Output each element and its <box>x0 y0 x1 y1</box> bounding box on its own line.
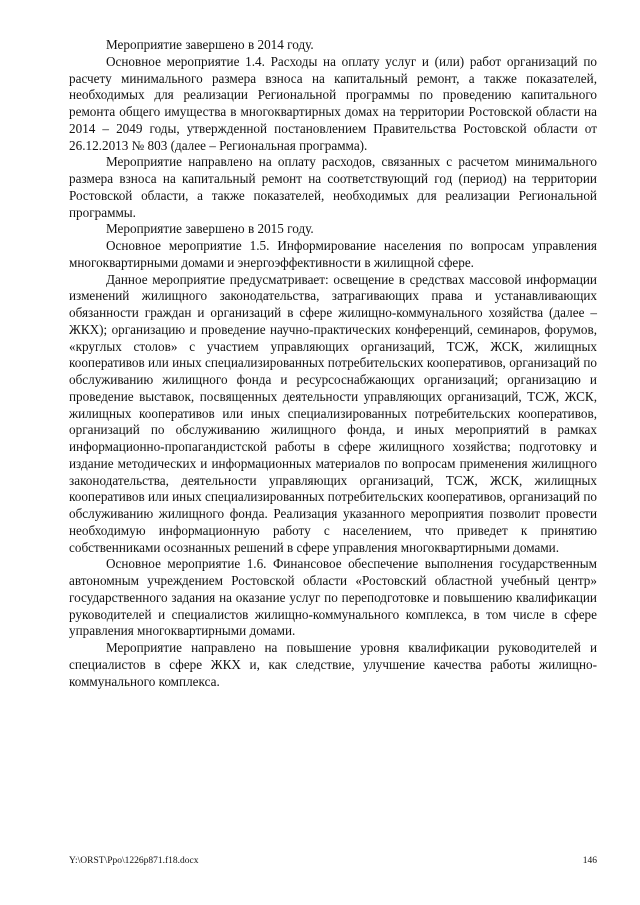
paragraph: Мероприятие направлено на оплату расходов, связанных с расчетом минимального размера взноса на капитальный ремонт на соответствующий год (период) на территории Ростовской области, а также показателей, необходимых для реализации Региональной программы. <box>69 154 597 220</box>
paragraph: Мероприятие завершено в 2014 году. <box>106 37 314 52</box>
paragraph: Мероприятие направлено на повышение уровня квалификации руководителей и специалистов в сфере ЖКХ и, как следствие, улучшение качества работы жилищно-коммунального комплекса. <box>69 640 597 689</box>
paragraph: Основное мероприятие 1.4. Расходы на оплату услуг и (или) работ организаций по расчету минимального размера взноса на капитальный ремонт, а также показателей, необходимых для реализации Региональной программы по проведению капитального ремонта общего имущества в многоквартирных домах на территории Ростовской области на 2014 – 2049 годы, утвержденной постановлением Правительства Ростовской области от 26.12.2013 № 803 (далее – Региональная программа). <box>69 53 597 153</box>
paragraph: Мероприятие завершено в 2015 году. <box>106 221 314 237</box>
paragraph: Основное мероприятие 1.6. Финансовое обеспечение выполнения государственным автономным учреждением Ростовской области «Ростовский областной учебный центр» государственного задания на оказание услуг по переподготовке и повышению квалификации руководителей и специалистов жилищно-коммунального комплекса, в том числе в сфере управления многоквартирными домами. <box>69 556 597 639</box>
page-footer <box>69 855 597 867</box>
file-path: Y:\ORST\Ppo\1226p871.f18.docx <box>69 856 199 866</box>
document-body <box>69 37 597 690</box>
paragraph: Основное мероприятие 1.5. Информирование населения по вопросам управления многоквартирными домами и энергоэффективности в жилищной сфере. <box>69 238 597 270</box>
page-number: 146 <box>582 856 597 866</box>
paragraph: Данное мероприятие предусматривает: освещение в средствах массовой информации изменений жилищного законодательства, затрагивающих права и устанавливающих обязанности граждан и организаций в сфере жилищно-коммунального хозяйства (далее – ЖКХ); организацию и проведение научно-практических конференций, семинаров, форумов, «круглых столов» с участием управляющих организаций, ТСЖ, ЖСК, жилищных кооперативов или иных специализированных потребительских кооперативов, организаций по обслуживанию жилищного фонда и ресурсоснабжающих организаций; организацию и проведение выставок, посвященных деятельности управляющих организаций, ТСЖ, ЖСК, жилищных кооперативов или иных специализированных потребительских кооперативов, организаций по обслуживанию жилищного фонда, и иных мероприятий в рамках информационно-пропагандистской работы в сфере жилищного хозяйства; подготовку и издание методических и информационных материалов по вопросам применения жилищного законодательства, деятельности управляющих организаций, ТСЖ, ЖСК, жилищных кооперативов или иных специализированных потребительских кооперативов, организаций по обслуживанию жилищного фонда. Реализация указанного мероприятия позволит провести необходимую информационную работу с населением, что приведет к принятию собственниками осознанных решений в сфере управления многоквартирными домами. <box>69 271 597 555</box>
